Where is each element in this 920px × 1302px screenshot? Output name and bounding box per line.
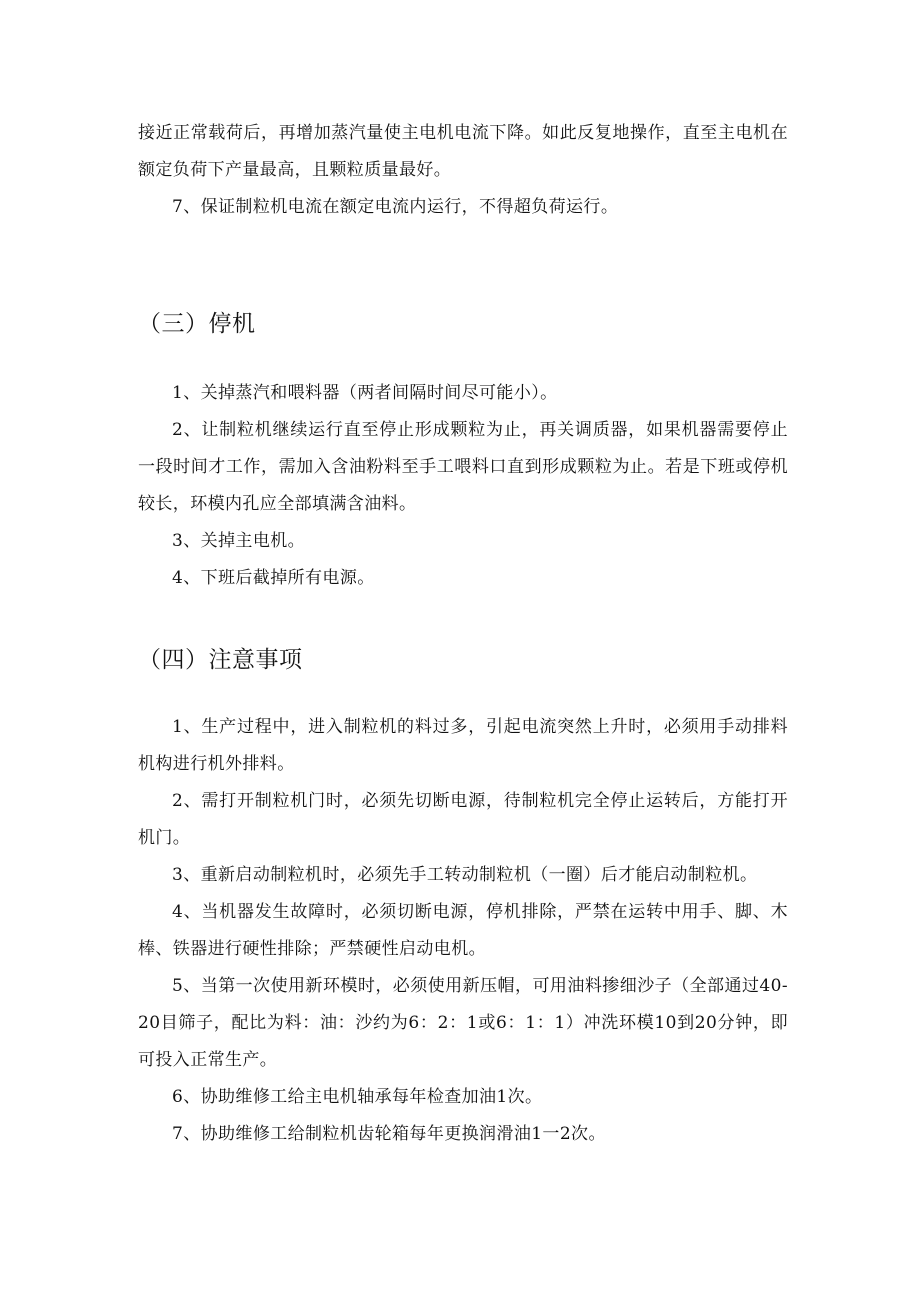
notes-item-5: 5、当第一次使用新环模时，必须使用新压帽，可用油料掺细沙子（全部通过40-20目筛子，配比为料：油：沙约为6：2：1或6：1：1）冲洗环模10到20分钟，即可投入正常生产。 — [138, 976, 788, 1070]
paragraph-continuation: 接近正常载荷后，再增加蒸汽量使主电机电流下降。如此反复地操作，直至主电机在额定负荷下产量最高，且颗粒质量最好。 — [138, 123, 788, 180]
section-heading-stop: （三）停机 — [138, 311, 256, 337]
notes-item-3: 3、重新启动制粒机时，必须先手工转动制粒机（一圈）后才能启动制粒机。 — [172, 865, 758, 885]
stop-item-2: 2、让制粒机继续运行直至停止形成颗粒为止，再关调质器，如果机器需要停止一段时间才工作，需加入含油粉料至手工喂料口直到形成颗粒为止。若是下班或停机较长，环模内孔应全部填满含油料。 — [138, 420, 788, 514]
paragraph-item-7: 7、保证制粒机电流在额定电流内运行，不得超负荷运行。 — [172, 197, 619, 217]
notes-item-6: 6、协助维修工给主电机轴承每年检查加油1次。 — [172, 1087, 543, 1107]
notes-item-7: 7、协助维修工给制粒机齿轮箱每年更换润滑油1一2次。 — [172, 1124, 606, 1144]
notes-item-2: 2、需打开制粒机门时，必须先切断电源，待制粒机完全停止运转后，方能打开机门。 — [138, 791, 788, 848]
stop-item-4: 4、下班后截掉所有电源。 — [172, 568, 375, 588]
notes-item-4: 4、当机器发生故障时，必须切断电源，停机排除，严禁在运转中用手、脚、木棒、铁器进行硬性排除；严禁硬性启动电机。 — [138, 902, 788, 959]
notes-item-1: 1、生产过程中，进入制粒机的料过多，引起电流突然上升时，必须用手动排料机构进行机外排料。 — [138, 717, 788, 774]
stop-item-3: 3、关掉主电机。 — [172, 531, 306, 551]
stop-item-1: 1、关掉蒸汽和喂料器（两者间隔时间尽可能小）。 — [172, 383, 558, 403]
section-heading-notes: （四）注意事项 — [138, 647, 303, 673]
